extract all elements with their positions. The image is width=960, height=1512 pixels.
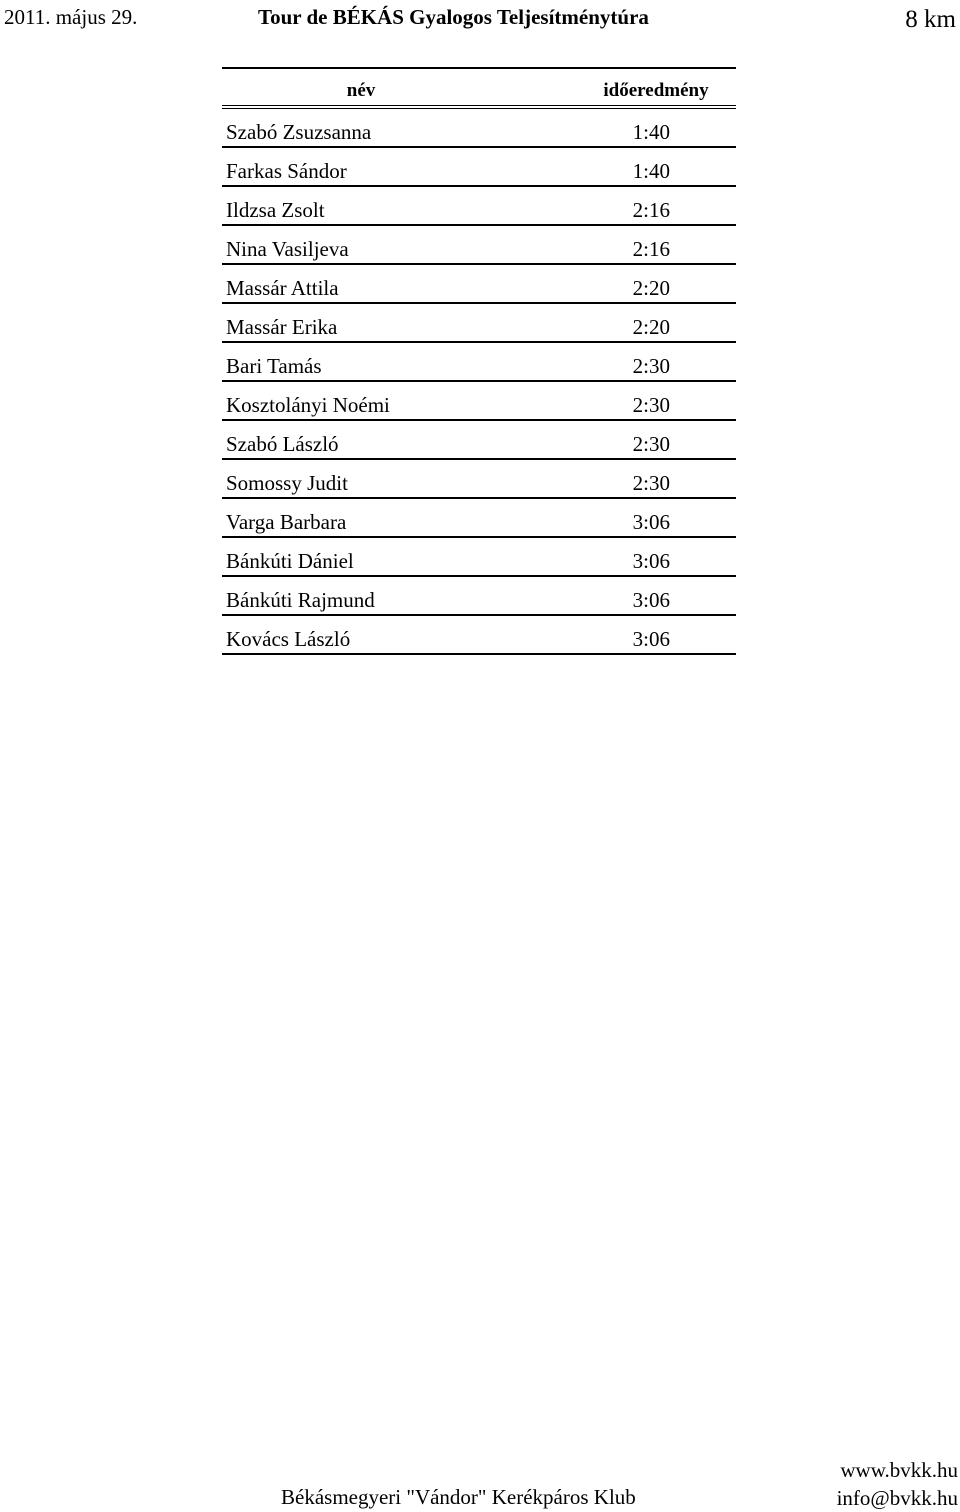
participant-name: Szabó László: [222, 420, 546, 459]
finish-time: 1:40: [546, 107, 736, 147]
distance-label: 8 km: [905, 6, 956, 33]
club-name: Békásmegyeri "Vándor" Kerékpáros Klub: [281, 1485, 636, 1509]
participant-name: Ildzsa Zsolt: [222, 186, 546, 225]
participant-name: Nina Vasiljeva: [222, 225, 546, 264]
table-row: [222, 498, 736, 537]
participant-name: Massár Attila: [222, 264, 546, 303]
table-row: [222, 225, 736, 264]
table-row: [222, 537, 736, 576]
participant-name: Farkas Sándor: [222, 147, 546, 186]
table-row: [222, 615, 736, 654]
table-row: [222, 147, 736, 186]
finish-time: 3:06: [546, 498, 736, 537]
table-row: [222, 186, 736, 225]
finish-time: 2:20: [546, 303, 736, 342]
table-row: [222, 459, 736, 498]
event-date: 2011. május 29.: [4, 5, 138, 29]
finish-time: 2:20: [546, 264, 736, 303]
table-row: [222, 342, 736, 381]
table-row: [222, 107, 736, 147]
finish-time: 2:16: [546, 225, 736, 264]
table-row: [222, 264, 736, 303]
table-row: [222, 381, 736, 420]
results-table: [222, 67, 736, 655]
finish-time: 3:06: [546, 537, 736, 576]
participant-name: Kosztolányi Noémi: [222, 381, 546, 420]
participant-name: Varga Barbara: [222, 498, 546, 537]
finish-time: 3:06: [546, 576, 736, 615]
table-row: [222, 420, 736, 459]
finish-time: 2:30: [546, 420, 736, 459]
finish-time: 2:30: [546, 381, 736, 420]
email-link[interactable]: info@bvkk.hu: [836, 1486, 958, 1510]
participant-name: Bánkúti Rajmund: [222, 576, 546, 615]
finish-time: 3:06: [546, 615, 736, 654]
participant-name: Bari Tamás: [222, 342, 546, 381]
website-link[interactable]: www.bvkk.hu: [840, 1458, 958, 1482]
participant-name: Bánkúti Dániel: [222, 537, 546, 576]
finish-time: 2:16: [546, 186, 736, 225]
finish-time: 1:40: [546, 147, 736, 186]
participant-name: Kovács László: [222, 615, 546, 654]
participant-name: Massár Erika: [222, 303, 546, 342]
column-header-name: név: [222, 68, 546, 107]
finish-time: 2:30: [546, 342, 736, 381]
table-row: [222, 576, 736, 615]
column-header-time: időeredmény: [546, 68, 736, 107]
participant-name: Szabó Zsuzsanna: [222, 107, 546, 147]
table-row: [222, 303, 736, 342]
table-header-row: [222, 68, 736, 107]
page-title: Tour de BÉKÁS Gyalogos Teljesítménytúra: [258, 5, 649, 29]
finish-time: 2:30: [546, 459, 736, 498]
participant-name: Somossy Judit: [222, 459, 546, 498]
